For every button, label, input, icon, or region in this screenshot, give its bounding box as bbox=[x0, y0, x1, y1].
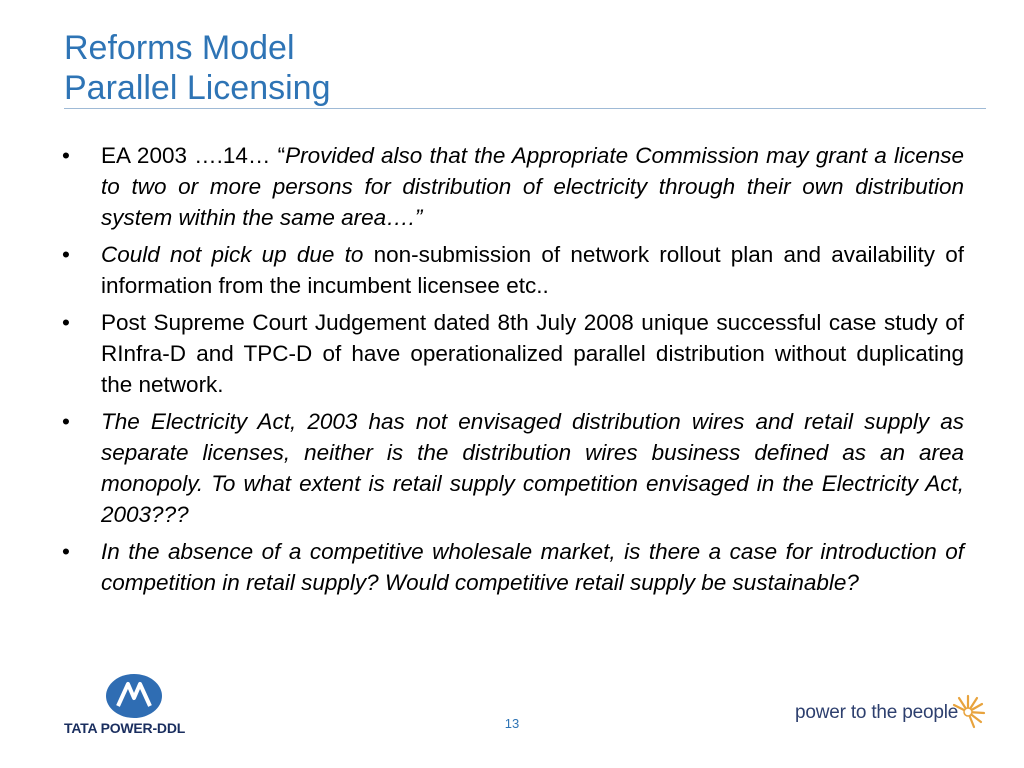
bullet-text-italic: Provided also that the Appropriate Commission may grant a license to two or more persons for distribution of electricity through their own distribution system within the same area….” bbox=[101, 143, 964, 230]
bullet-marker: • bbox=[62, 310, 70, 335]
brand-name: TATA POWER-DDL bbox=[64, 720, 186, 736]
slide-title bbox=[64, 28, 331, 108]
bullet-list bbox=[62, 140, 964, 604]
bullet-marker: • bbox=[62, 143, 70, 168]
bullet-text-plain: non-submission of network rollout plan and availability of information from the incumbent licensee etc.. bbox=[101, 242, 965, 298]
bullet-text-italic: Could not pick up due to bbox=[101, 242, 374, 267]
tata-logo-icon bbox=[104, 672, 164, 720]
page-number: 13 bbox=[504, 716, 520, 731]
title-line-1: Reforms Model bbox=[64, 29, 295, 67]
bullet-text-italic: The Electricity Act, 2003 has not envisaged distribution wires and retail supply as separate licenses, neither is the distribution wires business defined as an area monopoly. To what extent is retail supply competition envisaged in the Electricity Act, 2003??? bbox=[101, 409, 964, 527]
bullet-text-italic: In the absence of a competitive wholesale market, is there a case for introduction of competition in retail supply? Would competitive retail supply be sustainable? bbox=[101, 539, 964, 595]
bullet-item bbox=[62, 307, 964, 400]
bullet-item bbox=[62, 536, 964, 598]
bullet-item bbox=[62, 239, 964, 301]
title-divider bbox=[64, 108, 986, 109]
bullet-text-plain: EA 2003 ….14… “ bbox=[101, 143, 286, 168]
bullet-item bbox=[62, 406, 964, 530]
tata-power-logo bbox=[64, 672, 204, 742]
sunburst-icon bbox=[950, 694, 986, 730]
tagline: power to the people bbox=[795, 702, 959, 723]
bullet-text-plain: Post Supreme Court Judgement dated 8th July 2008 unique successful case study of RInfra-D and TPC-D of have operationalized parallel distribution without duplicating the network. bbox=[101, 310, 964, 397]
title-line-2: Parallel Licensing bbox=[64, 69, 331, 107]
bullet-item bbox=[62, 140, 964, 233]
bullet-marker: • bbox=[62, 409, 70, 434]
bullet-marker: • bbox=[62, 539, 70, 564]
bullet-marker: • bbox=[62, 242, 70, 267]
